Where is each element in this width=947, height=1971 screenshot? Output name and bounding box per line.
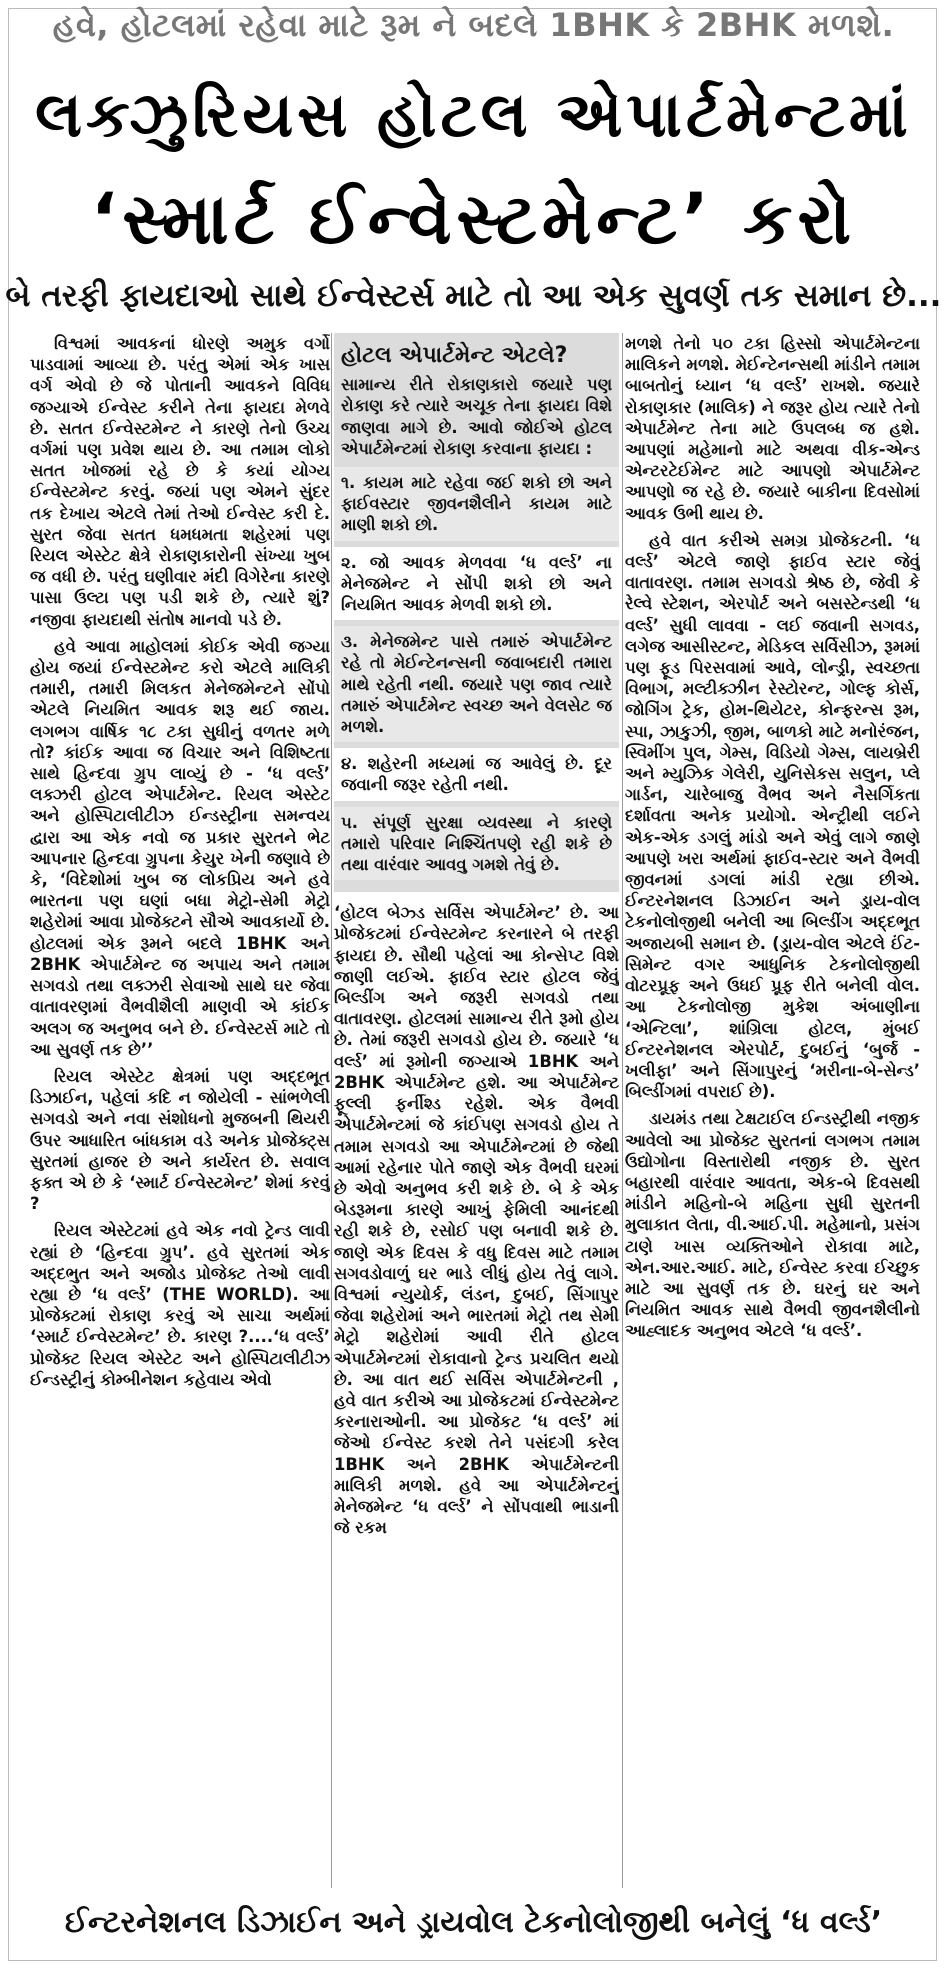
subheadline: બે તરફી ફાયદાઓ સાથે ઈન્વેસ્ટર્સ માટે તો આ એક સુવર્ણ તક સમાન છે... <box>5 278 942 314</box>
paragraph: રિયલ એસ્ટેટમાં હવે એક નવો ટ્રેન્ડ લાવી રહ્યાં છે ‘હિન્દવા ગ્રુપ’. હવે સુરતમાં એક અદ્દભુત અને અજોડ પ્રોજેક્ટ તેઓ લાવી રહ્યા છે ‘ધ વર્લ્ડ’ (THE WORLD). આ પ્રોજેક્ટમાં રોકાણ કરવું એ સાચા અર્થમાં ‘સ્માર્ટ ઈન્વેસ્ટમેન્ટ’ છે. કારણ ?....‘ધ વર્લ્ડ’ પ્રોજેક્ટ રિયલ એસ્ટેટ અને હોસ્પિટાલીટીઝ ઈન્ડસ્ટ્રીનું કોમ્બીનેશન કહેવાય એવો <box>30 1221 330 1389</box>
sidebar-item: ૨. જો આવક મેળવવા ‘ધ વર્લ્ડ’ ના મેનેજમેન્ટ ને સોંપી શકો છો અને નિયમિત આવક મેળવી શકો છો. <box>334 547 619 621</box>
paragraph: વિશ્વમાં આવકનાં ધોરણે અમુક વર્ગો પાડવામાં આવ્યા છે. પરંતુ એમાં એક ખાસ વર્ગ એવો છે જે પોતાની આવકને વિવિધ જગ્યાએ ઈન્વેસ્ટ કરીને તેના ફાયદા મેળવે છે. સતત ઈન્વેસ્ટમેન્ટ ને કારણે તેનો ઉચ્ચ વર્ગમાં પણ પ્રવેશ થાય છે. આ તમામ લોકો સતત ખોજમાં રહે છે કે કયાં યોગ્ય ઈન્વેસ્ટમેન્ટ કરવું. જયાં પણ એમને સુંદર તક દેખાય એટલે તેમાં તેઓ ઈન્વેસ્ટ કરી દે. સુરત જેવા સતત ધમધમતા શહેરમાં પણ રિયલ એસ્ટેટ ક્ષેત્રે રોકાણકારોની સંખ્યા ખુબ જ વધી છે. પરંતુ ઘણીવાર મંદી વિગેરેના કારણે પાસા ઉલ્ટા પણ પડી શકે છે, ત્યારે શું? નજીવા ફાયદાથી સંતોષ માનવો પડે છે. <box>30 334 330 629</box>
paragraph: મળશે તેનો ૫૦ ટકા હિસ્સો એપાર્ટમેન્ટના માલિકને મળશે. મેઈન્ટેનન્સથી માંડીને તમામ બાબતોનું ધ્યાન ‘ધ વર્લ્ડ’ રાખશે. જયારે રોકાણકાર (માલિક) ને જરૂર હોય ત્યારે તેનો એપાર્ટમેન્ટ તેના માટે ઉપલબ્ધ જ હશે. આપણાં મહેમાનો માટે અથવા વીક-એન્ડ એન્ટરટેઈમેન્ટ માટે આપણો એપાર્ટમેન્ટ આપણો જ રહે છે. જયારે બાકીના દિવસોમાં આવક ઉભી થાય છે. <box>625 334 920 523</box>
article-column-2 <box>334 333 619 1888</box>
sidebar-item: ૫. સંપૂર્ણ સુરક્ષા વ્યવસ્થા ને કારણે તમારો પરિવાર નિશ્ચિંતપણે રહી શકે છે તથા વારંવાર આવવુ ગમશે તેવું છે. <box>334 807 619 881</box>
paragraph: હવે આવા માહોલમાં કોઈક એવી જગ્યા હોય જયાં ઈન્વેસ્ટમેન્ટ કરો એટલે માલિકી તમારી, તમારી મિલકત મેનેજમેન્ટને સોંપો એટલે નિયમિત આવક શરૂ થઈ જાય. લગભગ વાર્ષિક ૧૮ ટકા સુધીનું વળતર મળે તો? કાંઈક આવા જ વિચાર અને વિશિષ્ટતા સાથે હિન્દવા ગ્રુપ લાવ્યું છે - ‘ધ વર્લ્ડ’ લક્ઝરી હોટલ એપાર્ટમેન્ટ. રિયલ એસ્ટેટ અને હોસ્પિટાલીટીઝ ઈન્ડસ્ટ્રીના સમન્વય દ્વારા આ એક નવો જ પ્રકાર સુરતને ભેટ આપનાર હિન્દવા ગ્રુપના કેયુર ખેની જણાવે છે કે, ‘વિદેશોમાં ખુબ જ લોકપ્રિય અને હવે ભારતના પણ ઘણાં બધા મેટ્રો-સેમી મેટ્રો શહેરોમાં આવા પ્રોજેક્ટને સૌએ આવકાર્યો છે. હોટલમાં એક રૂમને બદલે 1BHK અને 2BHK એપાર્ટમેન્ટ જ અપાય અને તમામ સગવડો તથા લક્ઝરી સેવાઓ સાથે ઘર જેવા વાતાવરણમાં વૈભવીશૈલી માણવી એ કાંઈક અલગ જ અનુભવ બને છે. ઈન્વેસ્ટર્સ માટે તો આ સુવર્ણ તક છે’’ <box>30 636 330 1059</box>
column-divider <box>622 333 623 1888</box>
headline-line-1: લક્ઝુરિયસ હોટલ એપાર્ટમેન્ટમાં <box>35 78 912 151</box>
paragraph: ડાયમંડ તથા ટેક્ષટાઈલ ઈન્ડસ્ટ્રીથી નજીક આવેલો આ પ્રોજેક્ટ સુરતનાં લગભગ તમામ ઉદ્યોગોના વિસ્તારોથી નજીક છે. સુરત બહારથી વારંવાર આવતા, એક-બે દિવસથી માંડીને મહિનો-બે મહિના સુધી સુરતની મુલાકાત લેતા, વી.આઈ.પી. મહેમાનો, પ્રસંગ ટાણે ખાસ વ્યક્તિઓને રોકાવા માટે, એન.આર.આઈ. માટે, ઈન્વેસ્ટ કરવા ઈચ્છુક માટે આ સુવર્ણ તક છે. ઘરનું ઘર અને નિયમિત આવક સાથે વૈભવી જીવનશૈલીનો આહ્લાદક અનુભવ એટલે ‘ધ વર્લ્ડ’. <box>625 1109 920 1341</box>
sidebar-title: હોટલ એપાર્ટમેન્ટ એટલે? <box>341 343 568 368</box>
column-divider <box>331 333 332 1888</box>
footer-banner: ઈન્ટરનેશનલ ડિઝાઈન અને ડ્રાયવોલ ટેકનોલોજીથી બનેલું ‘ધ વર્લ્ડ’ <box>64 1905 883 1940</box>
sidebar-item: ૩. મેનેજમેન્ટ પાસે તમારું એપાર્ટમેન્ટ રહે તો મેઈન્ટેનન્સની જવાબદારી તમારા માથે રહેતી નથી. જયારે પણ જાવ ત્યારે તમારું એપાર્ટમેન્ટ સ્વચ્છ અને વેલસેટ જ મળશે. <box>334 626 619 742</box>
sidebar-box <box>334 333 619 892</box>
paragraph: હવે વાત કરીએ સમગ્ર પ્રોજેકટની. ‘ધ વર્લ્ડ’ એટલે જાણે ફાઈવ સ્ટાર જેવું વાતાવરણ. તમામ સગવડો શ્રેષ્ઠ છે, જેવી કે રેલ્વે સ્ટેશન, એરપોર્ટ અને બસસ્ટેન્ડથી ‘ધ વર્લ્ડ’ સુધી લાવવા - લઈ જવાની સગવડ, લગેજ આસીસ્ટન્ટ, મેડિકલ સર્વિસીઝ, રૂમમાં પણ ફૂડ પિરસવામાં આવે, લોન્ડ્રી, સ્વચ્છતા વિભાગ, મલ્ટીક્ઝીન રેસ્ટોરન્ટ, ગોલ્ફ કોર્સ, જોગિંગ ટ્રેક, હોમ-થિયેટર, કોન્ફરન્સ રૂમ, સ્પા, ઝાકુઝી, જીમ, બાળકો માટે મનોરંજન, સ્વિમીંગ પુલ, ગેમ્સ, વિડિયો ગેમ્સ, લાયબ્રેરી અને મ્યુઝિક ગેલેરી, યુનિસેકસ સલુન, પ્લે ગાર્ડન, ચારેબાજુ વૈભવ અને નૈસર્ગિકતા દર્શાવતા અનેક પ્રયોગો. એન્ટ્રીથી લઈને એક-એક ડગલું માંડો અને એવું લાગે જાણે આપણે ખરા અર્થમાં ફાઈવ-સ્ટાર અને વૈભવી જીવનમાં ડગલાં માંડી રહ્યા છીએ. ઈન્ટરનેશનલ ડિઝાઈન અને ડ્રાય-વોલ ટેકનોલોજીથી બનેલી આ બિલ્ડીંગ અદ્દભૂત અજાયબી સમાન છે. (ડ્રાય-વોલ એટલે ઈંટ-સિમેન્ટ વગર આધુનિક ટેકનોલોજીથી વોટરપ્રૂફ અને ઉધઈ પ્રૂફ રીતે બનેલી વોલ. આ ટેકનોલોજી મુકેશ અંબાણીના ‘એન્ટિલા’, શાંગ્રિલા હોટલ, મુંબઈ ઈન્ટરનેશનલ એરપોર્ટ, દુબઈનું ‘બુર્જ - ખલીફા’ અને સિંગાપુરનું ‘મરીના-બે-સેન્ડ’ બિલ્ડીંગમાં વપરાઈ છે). <box>625 530 920 1102</box>
sidebar-intro: સામાન્ય રીતે રોકાણકારો જયારે પણ રોકાણ કરે ત્યારે અચૂક તેના ફાયદા વિશે જાણવા માગે છે. આવો જોઈએ હોટલ એપાર્ટમેન્ટમાં રોકાણ કરવાના ફાયદા : <box>341 375 612 458</box>
sidebar-item: ૧. કાયમ માટે રહેવા જઈ શકો છો અને ફાઈવસ્ટાર જીવનશૈલીને કાયમ માટે માણી શકો છો. <box>334 467 619 541</box>
sidebar-list <box>341 467 612 880</box>
article-column-1 <box>30 333 330 1888</box>
sidebar-item: ૪. શહેરની મધ્યમાં જ આવેલું છે. દૂર જવાની જરૂર રહેતી નથી. <box>334 748 619 800</box>
article-column-3 <box>625 333 920 1888</box>
headline-line-2: ‘સ્માર્ટ ઈન્વેસ્ટમેન્ટ’ કરો <box>90 178 857 260</box>
paragraph: ‘હોટલ બેઝ્ડ સર્વિસ એપાર્ટમેન્ટ’ છે. આ પ્રોજેકટમાં ઈન્વેસ્ટમેન્ટ કરનારને બે તરફી ફાયદા છે. સૌથી પહેલાં આ કોન્સેપ્ટ વિશે જાણી લઈએ. ફાઈવ સ્ટાર હોટલ જેવું બિલ્ડીંગ અને જરૂરી સગવડો તથા વાતાવરણ. હોટલમાં સામાન્ય રીતે રૂમો હોય છે. તેમાં જરૂરી સગવડો હોય છે. જયારે ‘ધ વર્લ્ડ’ માં રૂમોની જગ્યાએ 1BHK અને 2BHK એપાર્ટમેન્ટ હશે. આ એપાર્ટમેન્ટ ફૂલ્લી ફર્નીશ્ડ રહેશે. એક વૈભવી એપાર્ટમેન્ટમાં જે કાંઈપણ સગવડો હોય તે તમામ સગવડો આ એપાર્ટમેન્ટમાં છે જેથી આમાં રહેનાર પોતે જાણે એક વૈભવી ઘરમાં છે એવો અનુભવ કરી શકે છે. બે કે એક બેડરૂમના કારણે આખું ફેમિલી આનંદથી રહી શકે છે, રસોઈ પણ બનાવી શકે છે. જાણે એક દિવસ કે વધુ દિવસ માટે તમામ સગવડોવાળું ઘર ભાડે લીધું હોય તેવું લાગે. વિશ્વમાં ન્યુયોર્ક, લંડન, દુબઈ, સિંગાપુર જેવા શહેરોમાં અને ભારતમાં મેટ્રો તથ સેમી મેટ્રો શહેરોમાં આવી રીતે હોટલ એપાર્ટમેન્ટમાં રોકાવાનો ટ્રેન્ડ પ્રચલિત થયો છે. આ વાત થઈ સર્વિસ એપાર્ટમેન્ટની , હવે વાત કરીએ આ પ્રોજેકટમાં ઈન્વેસ્ટમેન્ટ કરનારાઓની. આ પ્રોજેકટ ‘ધ વર્લ્ડ’ માં જેઓ ઈન્વેસ્ટ કરશે તેને પસંદગી કરેલ 1BHK અને 2BHK એપાર્ટમેન્ટની માલિકી મળશે. હવે આ એપાર્ટમેન્ટનું મેનેજમેન્ટ ‘ધ વર્લ્ડ’ ને સોંપવાથી ભાડાની જે રકમ <box>334 903 619 1538</box>
paragraph: રિયલ એસ્ટેટ ક્ષેત્રમાં પણ અદ્દભૂત ડિઝાઈન, પહેલાં કદિ ન જોયેલી - સાંભળેલી સગવડો અને નવા સંશોધનો મુજબની થિયરી ઉપર આધારિત બાંધકામ વડે અનેક પ્રોજેક્ટ્સ સુરતમાં હાજર છે અને કાર્યરત છે. સવાલ ફક્ત એ છે કે ‘સ્માર્ટ ઈન્વેસ્ટમેન્ટ’ શેમાં કરવું ? <box>30 1066 330 1214</box>
kicker-line: હવે, હોટલમાં રહેવા માટે રૂમ ને બદલે 1BHK કે 2BHK મળશે. <box>52 6 895 44</box>
